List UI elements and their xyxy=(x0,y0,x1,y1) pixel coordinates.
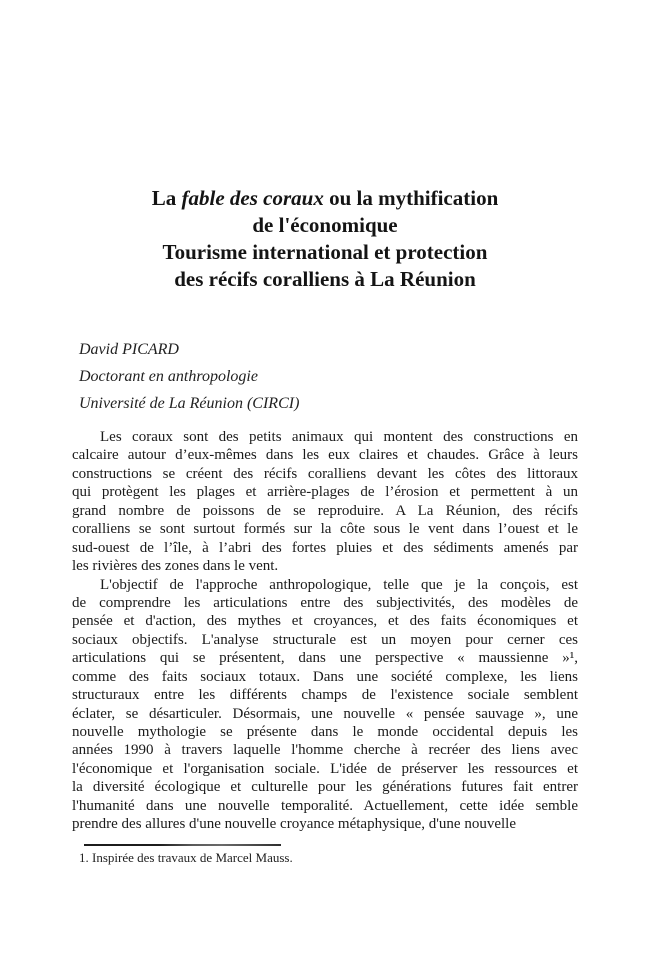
author-affiliation: Université de La Réunion (CIRCI) xyxy=(79,395,300,412)
author-role: Doctorant en anthropologie xyxy=(79,368,258,385)
text-line: grand nombre de poissons de se reproduire. A La Réunion, des récifs xyxy=(72,502,578,519)
text-line: calcaire autour d’eux-mêmes dans les eux claires et chaudes. Grâce à leurs xyxy=(72,447,578,464)
text-line: de comprendre les articulations entre des subjectivités, des modèles de xyxy=(72,594,578,611)
text-line: sociaux objectifs. L'analyse structurale est un moyen pour cerner ces xyxy=(72,631,578,648)
paragraph xyxy=(72,576,578,834)
footnote-text: 1. Inspirée des travaux de Marcel Mauss. xyxy=(79,850,293,865)
text-line: constructions se créent des récifs coralliens devant les côtes des littoraux xyxy=(72,465,578,482)
text-line: structuraux entre les différents champs de l'existence sociale semblent xyxy=(72,687,578,704)
text-line: coralliens se sont surtout formés sur la côte sous le vent dans l’ouest et le xyxy=(72,521,578,538)
text-line: sud-ouest de l’île, à l’abri des fortes pluies et des sédiments amenés par xyxy=(72,539,578,556)
paragraph xyxy=(72,428,578,576)
title-segment: Tourisme international et protection xyxy=(162,240,488,264)
text-line: articulations qui se présentent, dans une perspective « maussienne »¹, xyxy=(72,650,578,667)
text-line: Les coraux sont des petits animaux qui montent des constructions en xyxy=(100,429,578,445)
title-segment: des récifs coralliens à La Réunion xyxy=(174,267,476,291)
text-line: prendre des allures d'une nouvelle croyance métaphysique, d'une nouvelle xyxy=(72,816,516,833)
author-name: David PICARD xyxy=(79,341,179,358)
text-line: qui protègent les plages et arrière-plages de l’érosion et permettent à un xyxy=(72,484,578,501)
title-segment: de l'économique xyxy=(252,213,398,237)
text-line: nouvelle mythologie se présente dans le monde occidental depuis les xyxy=(72,724,578,740)
text-line: l'humanité dans une nouvelle temporalité. Actuellement, cette idée semble xyxy=(72,797,578,814)
footnote-separator xyxy=(84,844,281,846)
title-segment: La xyxy=(151,186,182,210)
article-body xyxy=(72,428,578,834)
text-line: L'objectif de l'approche anthropologique, telle que je la conçois, est xyxy=(100,576,578,593)
text-line: années 1990 à travers laquelle l'homme cherche à recréer des liens avec xyxy=(72,742,578,759)
title-segment: ou la mythification xyxy=(323,186,499,210)
article-title xyxy=(40,185,610,293)
text-line: les rivières des zones dans le vent. xyxy=(72,558,279,575)
title-line xyxy=(40,266,610,293)
text-line: comme des faits sociaux totaux. Dans une société complexe, les liens xyxy=(72,668,578,685)
author-block xyxy=(79,336,299,417)
text-line: la diversité écologique et culturelle pour les générations futures fait entrer xyxy=(72,779,578,796)
title-segment-italic: fable des coraux xyxy=(181,186,324,210)
text-line: pensée et d'action, des mythes et croyances, et des faits économiques et xyxy=(72,613,578,630)
text-line: l'économique et l'organisation sociale. L'idée de préserver les ressources et xyxy=(72,760,578,777)
title-line xyxy=(40,185,610,212)
text-line: éclater, se désarticuler. Désormais, une nouvelle « pensée sauvage », une xyxy=(72,705,578,722)
title-line xyxy=(40,212,610,239)
title-line xyxy=(40,239,610,266)
